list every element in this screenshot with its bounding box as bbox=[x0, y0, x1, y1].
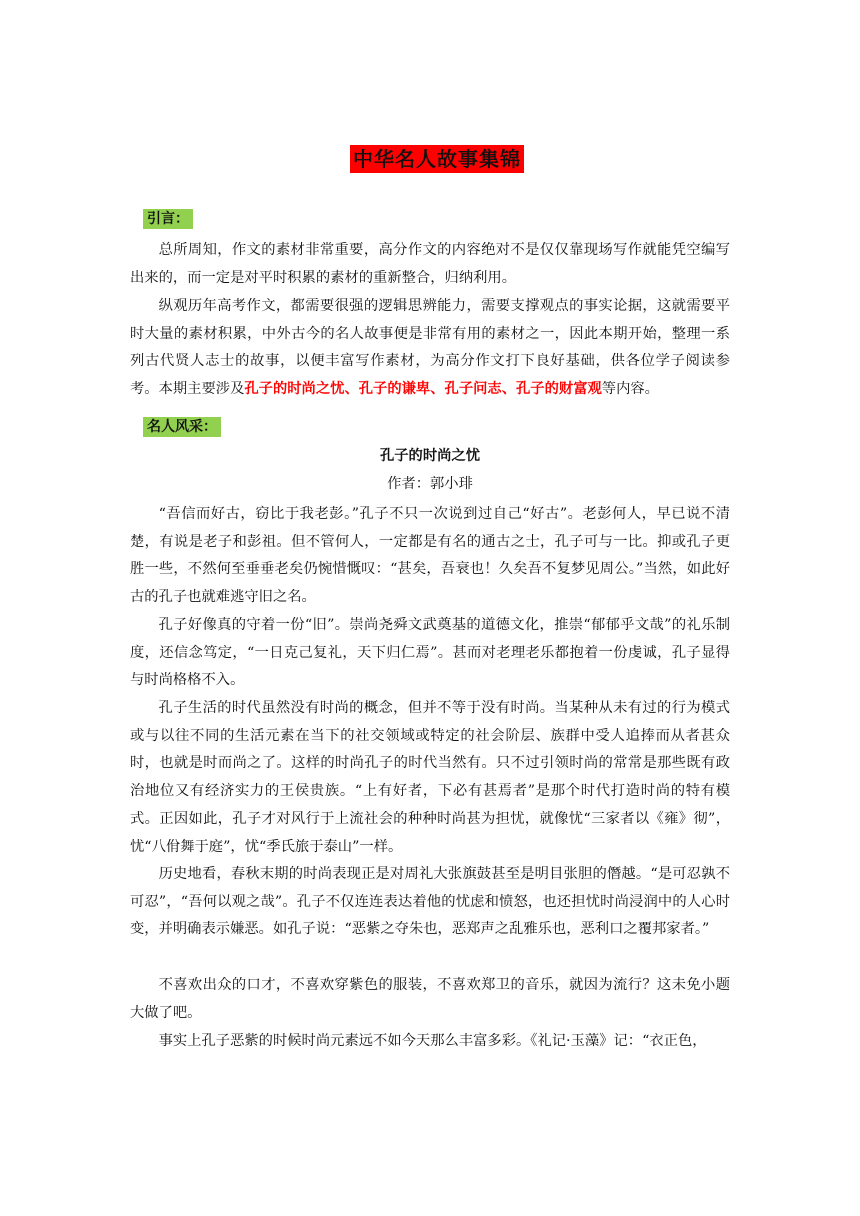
article-paragraph-4: 历史地看，春秋末期的时尚表现正是对周礼大张旗鼓甚至是明目张胆的僭越。“是可忍孰不可忍”，“吾何以观之哉”。孔子不仅连连表达着他的忧虑和愤怒，也还担忧时尚浸润中的人心时变，并明确表示嫌恶。如孔子说：“恶紫之夺朱也，恶郑声之乱雅乐也，恶利口之覆邦家者。” bbox=[130, 866, 730, 938]
article-title: 孔子的时尚之忧 bbox=[379, 448, 481, 464]
article-paragraph-2: 孔子好像真的守着一份“旧”。崇尚尧舜文武奠基的道德文化，推崇“郁郁乎文哉”的礼乐制度，还信念笃定，“一日克己复礼，天下归仁焉”。甚而对老理老乐都抱着一份虔诚，孔子显得与时尚格格不入。 bbox=[130, 617, 730, 689]
intro-paragraph-1: 总所周知，作文的素材非常重要，高分作文的内容绝对不是仅仅靠现场写作就能凭空编写出来的，而一定是对平时积累的素材的重新整合，归纳利用。 bbox=[130, 242, 730, 286]
article-paragraph-1: “吾信而好古，窃比于我老彭。”孔子不只一次说到过自己“好古”。老彭何人，早已说不清楚，有说是老子和彭祖。但不管何人，一定都是有名的通古之士，孔子可与一比。抑或孔子更胜一些，不然何至垂垂老矣仍惋惜慨叹：“甚矣，吾衰也！久矣吾不复梦见周公。”当然，如此好古的孔子也就难逃守旧之名。 bbox=[130, 506, 730, 606]
article-author: 作者：郭小琲 bbox=[387, 476, 473, 492]
intro-paragraph-2-text: 纵观历年高考作文，都需要很强的逻辑思辨能力，需要支撑观点的事实论据，这就需要平时大量的素材积累，中外古今的名人故事便是非常有用的素材之一，因此本期开始，整理一系列古代贤人志士的故事，以便丰富写作素材，为高分作文打下良好基础，供各位学子阅读参考。本期主要涉及 bbox=[130, 298, 730, 398]
intro-highlight: 孔子的时尚之忧、孔子的谦卑、孔子问志、孔子的财富观 bbox=[244, 381, 602, 398]
document-title: 中华名人故事集锦 bbox=[350, 145, 524, 173]
article-paragraph-3: 孔子生活的时代虽然没有时尚的概念，但并不等于没有时尚。当某种从未有过的行为模式或与以往不同的生活元素在当下的社交领域或特定的社会阶层、族群中受人追捧而从者甚众时，也就是时而尚之了。这样的时尚孔子的时代当然有。只不过引领时尚的常常是那些既有政治地位又有经济实力的王侯贵族。“上有好者，下必有甚焉者”是那个时代打造时尚的特有模式。正因如此，孔子才对风行于上流社会的种种时尚甚为担忧，就像忧“三家者以《雍》彻”，忧“八佾舞于庭”，忧“季氏旅于泰山”一样。 bbox=[130, 700, 730, 855]
article-paragraph-6: 事实上孔子恶紫的时候时尚元素远不如今天那么丰富多彩。《礼记·玉藻》记：“衣正色， bbox=[158, 1033, 707, 1049]
section-label: 名人风采： bbox=[143, 417, 221, 437]
intro-tail: 等内容。 bbox=[601, 381, 659, 398]
article-paragraph-5: 不喜欢出众的口才，不喜欢穿紫色的服装，不喜欢郑卫的音乐，就因为流行？这未免小题大做了吧。 bbox=[130, 977, 730, 1021]
intro-label: 引言： bbox=[143, 209, 193, 229]
intro-paragraph-2 bbox=[130, 293, 730, 404]
